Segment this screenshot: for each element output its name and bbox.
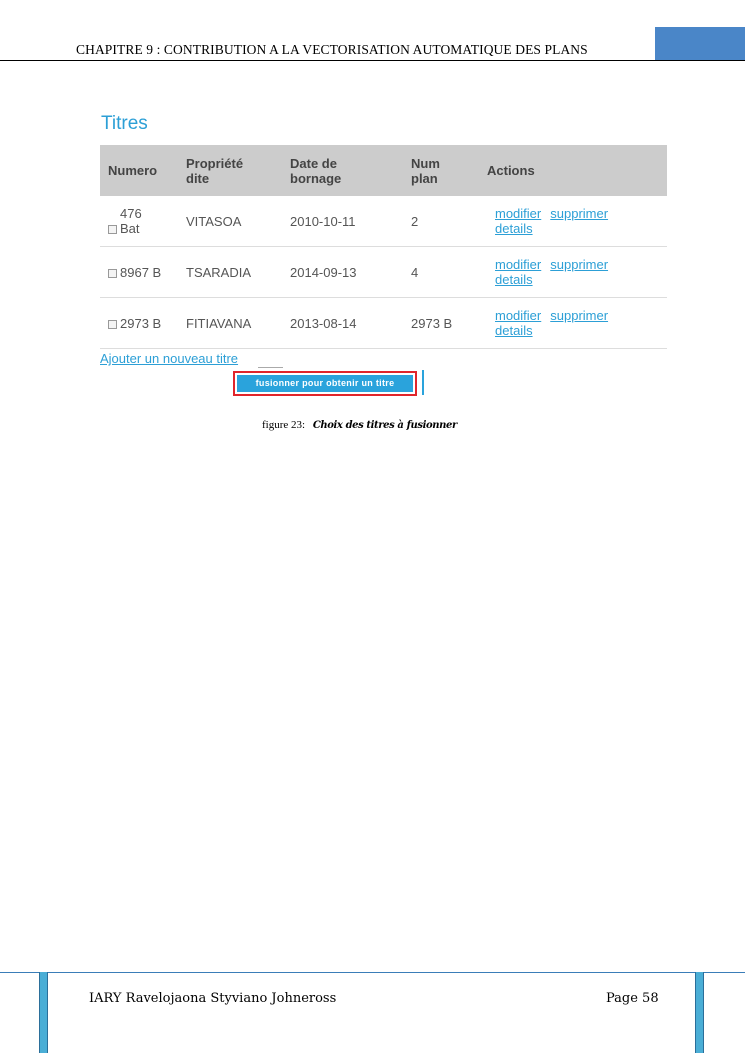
column-header-actions[interactable]: Actions (479, 145, 667, 196)
cell-plan: 2 (403, 196, 479, 247)
add-titre-link[interactable]: Ajouter un nouveau titre (100, 351, 239, 366)
section-title: Titres (101, 113, 148, 134)
cell-numero (100, 196, 178, 247)
column-header-date-label: Date de bornage (290, 155, 342, 186)
cell-numero (100, 247, 178, 298)
supprimer-link[interactable]: supprimer (550, 308, 609, 323)
numero-value: 476 Bat (120, 206, 142, 236)
chapter-header: CHAPITRE 9 : CONTRIBUTION A LA VECTORISATION AUTOMATIQUE DES PLANS (76, 42, 588, 57)
footer-right-bar (695, 972, 704, 1053)
modifier-link[interactable]: modifier (495, 257, 542, 272)
table-header-row (100, 145, 667, 196)
footer-author: IARY Ravelojaona Styviano Johneross (89, 991, 337, 1006)
row-checkbox[interactable] (108, 269, 117, 278)
header-accent-block (655, 27, 745, 60)
row-checkbox[interactable] (108, 320, 117, 329)
figure-title: Choix des titres à fusionner (312, 420, 457, 431)
footer-rule (0, 972, 745, 973)
cell-plan: 4 (403, 247, 479, 298)
modifier-link[interactable]: modifier (495, 308, 542, 323)
cell-date: 2014-09-13 (282, 247, 403, 298)
link-underline-fragment (258, 367, 283, 368)
column-header-propriete-label: Propriété dite (186, 155, 244, 186)
cell-actions (479, 247, 667, 298)
figure-label: figure 23: (262, 419, 306, 431)
column-header-numero[interactable]: Numero (100, 145, 178, 196)
titres-table (100, 145, 667, 349)
row-checkbox[interactable] (108, 225, 117, 234)
footer-left-bar (39, 972, 48, 1053)
supprimer-link[interactable]: supprimer (550, 206, 609, 221)
column-header-plan-label: Num plan (411, 155, 440, 186)
table-row (100, 247, 667, 298)
column-header-propriete[interactable] (178, 145, 282, 196)
column-header-plan[interactable] (403, 145, 479, 196)
modifier-link[interactable]: modifier (495, 206, 542, 221)
cell-numero (100, 298, 178, 349)
cell-propriete: VITASOA (178, 196, 282, 247)
cell-plan: 2973 B (403, 298, 479, 349)
figure-caption (262, 419, 457, 431)
table-row (100, 196, 667, 247)
numero-value: 2973 B (120, 315, 162, 331)
cell-actions (479, 196, 667, 247)
merge-button-highlight (233, 371, 417, 396)
details-link[interactable]: details (495, 323, 533, 338)
cell-date: 2010-10-11 (282, 196, 403, 247)
details-link[interactable]: details (495, 272, 533, 287)
column-header-date[interactable] (282, 145, 403, 196)
page-number: Page 58 (606, 991, 659, 1006)
numero-value: 8967 B (120, 264, 162, 280)
table-row (100, 298, 667, 349)
details-link[interactable]: details (495, 221, 533, 236)
supprimer-link[interactable]: supprimer (550, 257, 609, 272)
button-edge-divider (422, 370, 424, 395)
cell-propriete: FITIAVANA (178, 298, 282, 349)
header-rule (0, 60, 745, 61)
cell-date: 2013-08-14 (282, 298, 403, 349)
merge-titres-button[interactable]: fusionner pour obtenir un titre (237, 375, 413, 392)
cell-propriete: TSARADIA (178, 247, 282, 298)
cell-actions (479, 298, 667, 349)
